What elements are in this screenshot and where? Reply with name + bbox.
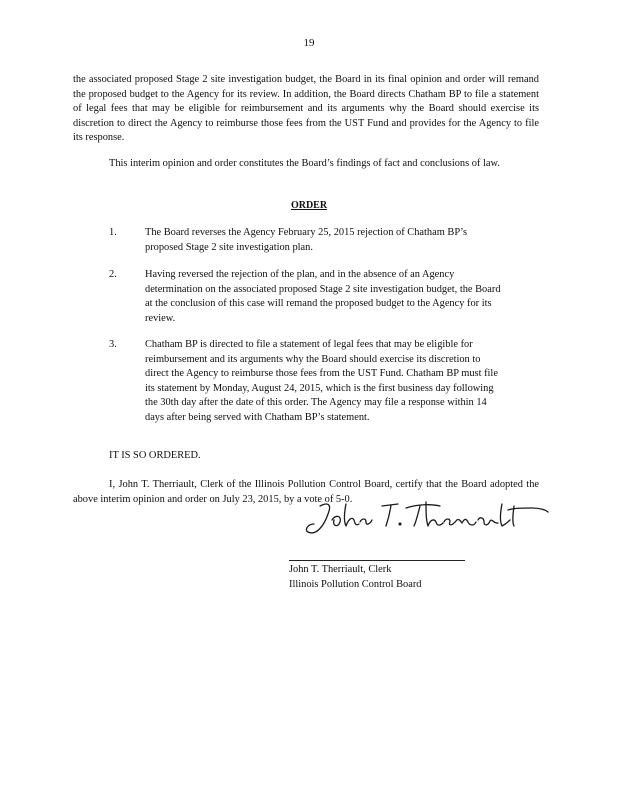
handwritten-signature (302, 496, 552, 546)
order-heading-text: ORDER (290, 200, 328, 211)
order-heading (0, 199, 618, 214)
clerk-name: John T. Therriault, Clerk (289, 564, 392, 575)
order-item-text: The Board reverses the Agency February 25, 2015 rejection of Chatham BP’s proposed Stage 2 site investigation plan. (145, 227, 468, 253)
board-name: Illinois Pollution Control Board (289, 578, 422, 590)
body-paragraph-2: This interim opinion and order constitutes the Board’s findings of fact and conclusions of law. (109, 158, 500, 169)
certification-paragraph: I, John T. Therriault, Clerk of the Illinois Pollution Control Board, certify that the Board adopted the above interim opinion and order on July 23, 2015, by a vote of 5-0. (73, 479, 539, 505)
order-item-number: 3. (109, 339, 117, 350)
order-item-number: 1. (109, 227, 117, 238)
so-ordered: IT IS SO ORDERED. (109, 450, 201, 461)
signature-block (289, 563, 509, 592)
page-number: 19 (303, 37, 315, 49)
order-item-number: 2. (109, 269, 117, 280)
order-item-text: Having reversed the rejection of the plan, and in the absence of an Agency determination on the associated proposed Stage 2 site investigation budget, the Board at the conclusion of this case will remand the proposed budget to the Agency for its review. (145, 269, 501, 324)
signature-line (289, 560, 465, 561)
body-paragraph-1: the associated proposed Stage 2 site investigation budget, the Board in its final opinion and order will remand the proposed budget to the Agency for its review. In addition, the Board directs Chatham BP to file a statement of legal fees that may be eligible for reimbursement and its arguments why the Board should exercise its discretion to direct the Agency to reimburse those fees from the UST Fund and provides for the Agency to file its response. (73, 74, 539, 144)
order-item-text: Chatham BP is directed to file a statement of legal fees that may be eligible for reimbursement and its arguments why the Board should exercise its discretion to direct the Agency to reimburse those fees from the UST Fund. Chatham BP must file its statement by Monday, August 24, 2015, which is the first business day following the 30th day after the date of this order. The Agency may file a response within 14 days after being served with Chatham BP’s statement. (145, 339, 498, 423)
